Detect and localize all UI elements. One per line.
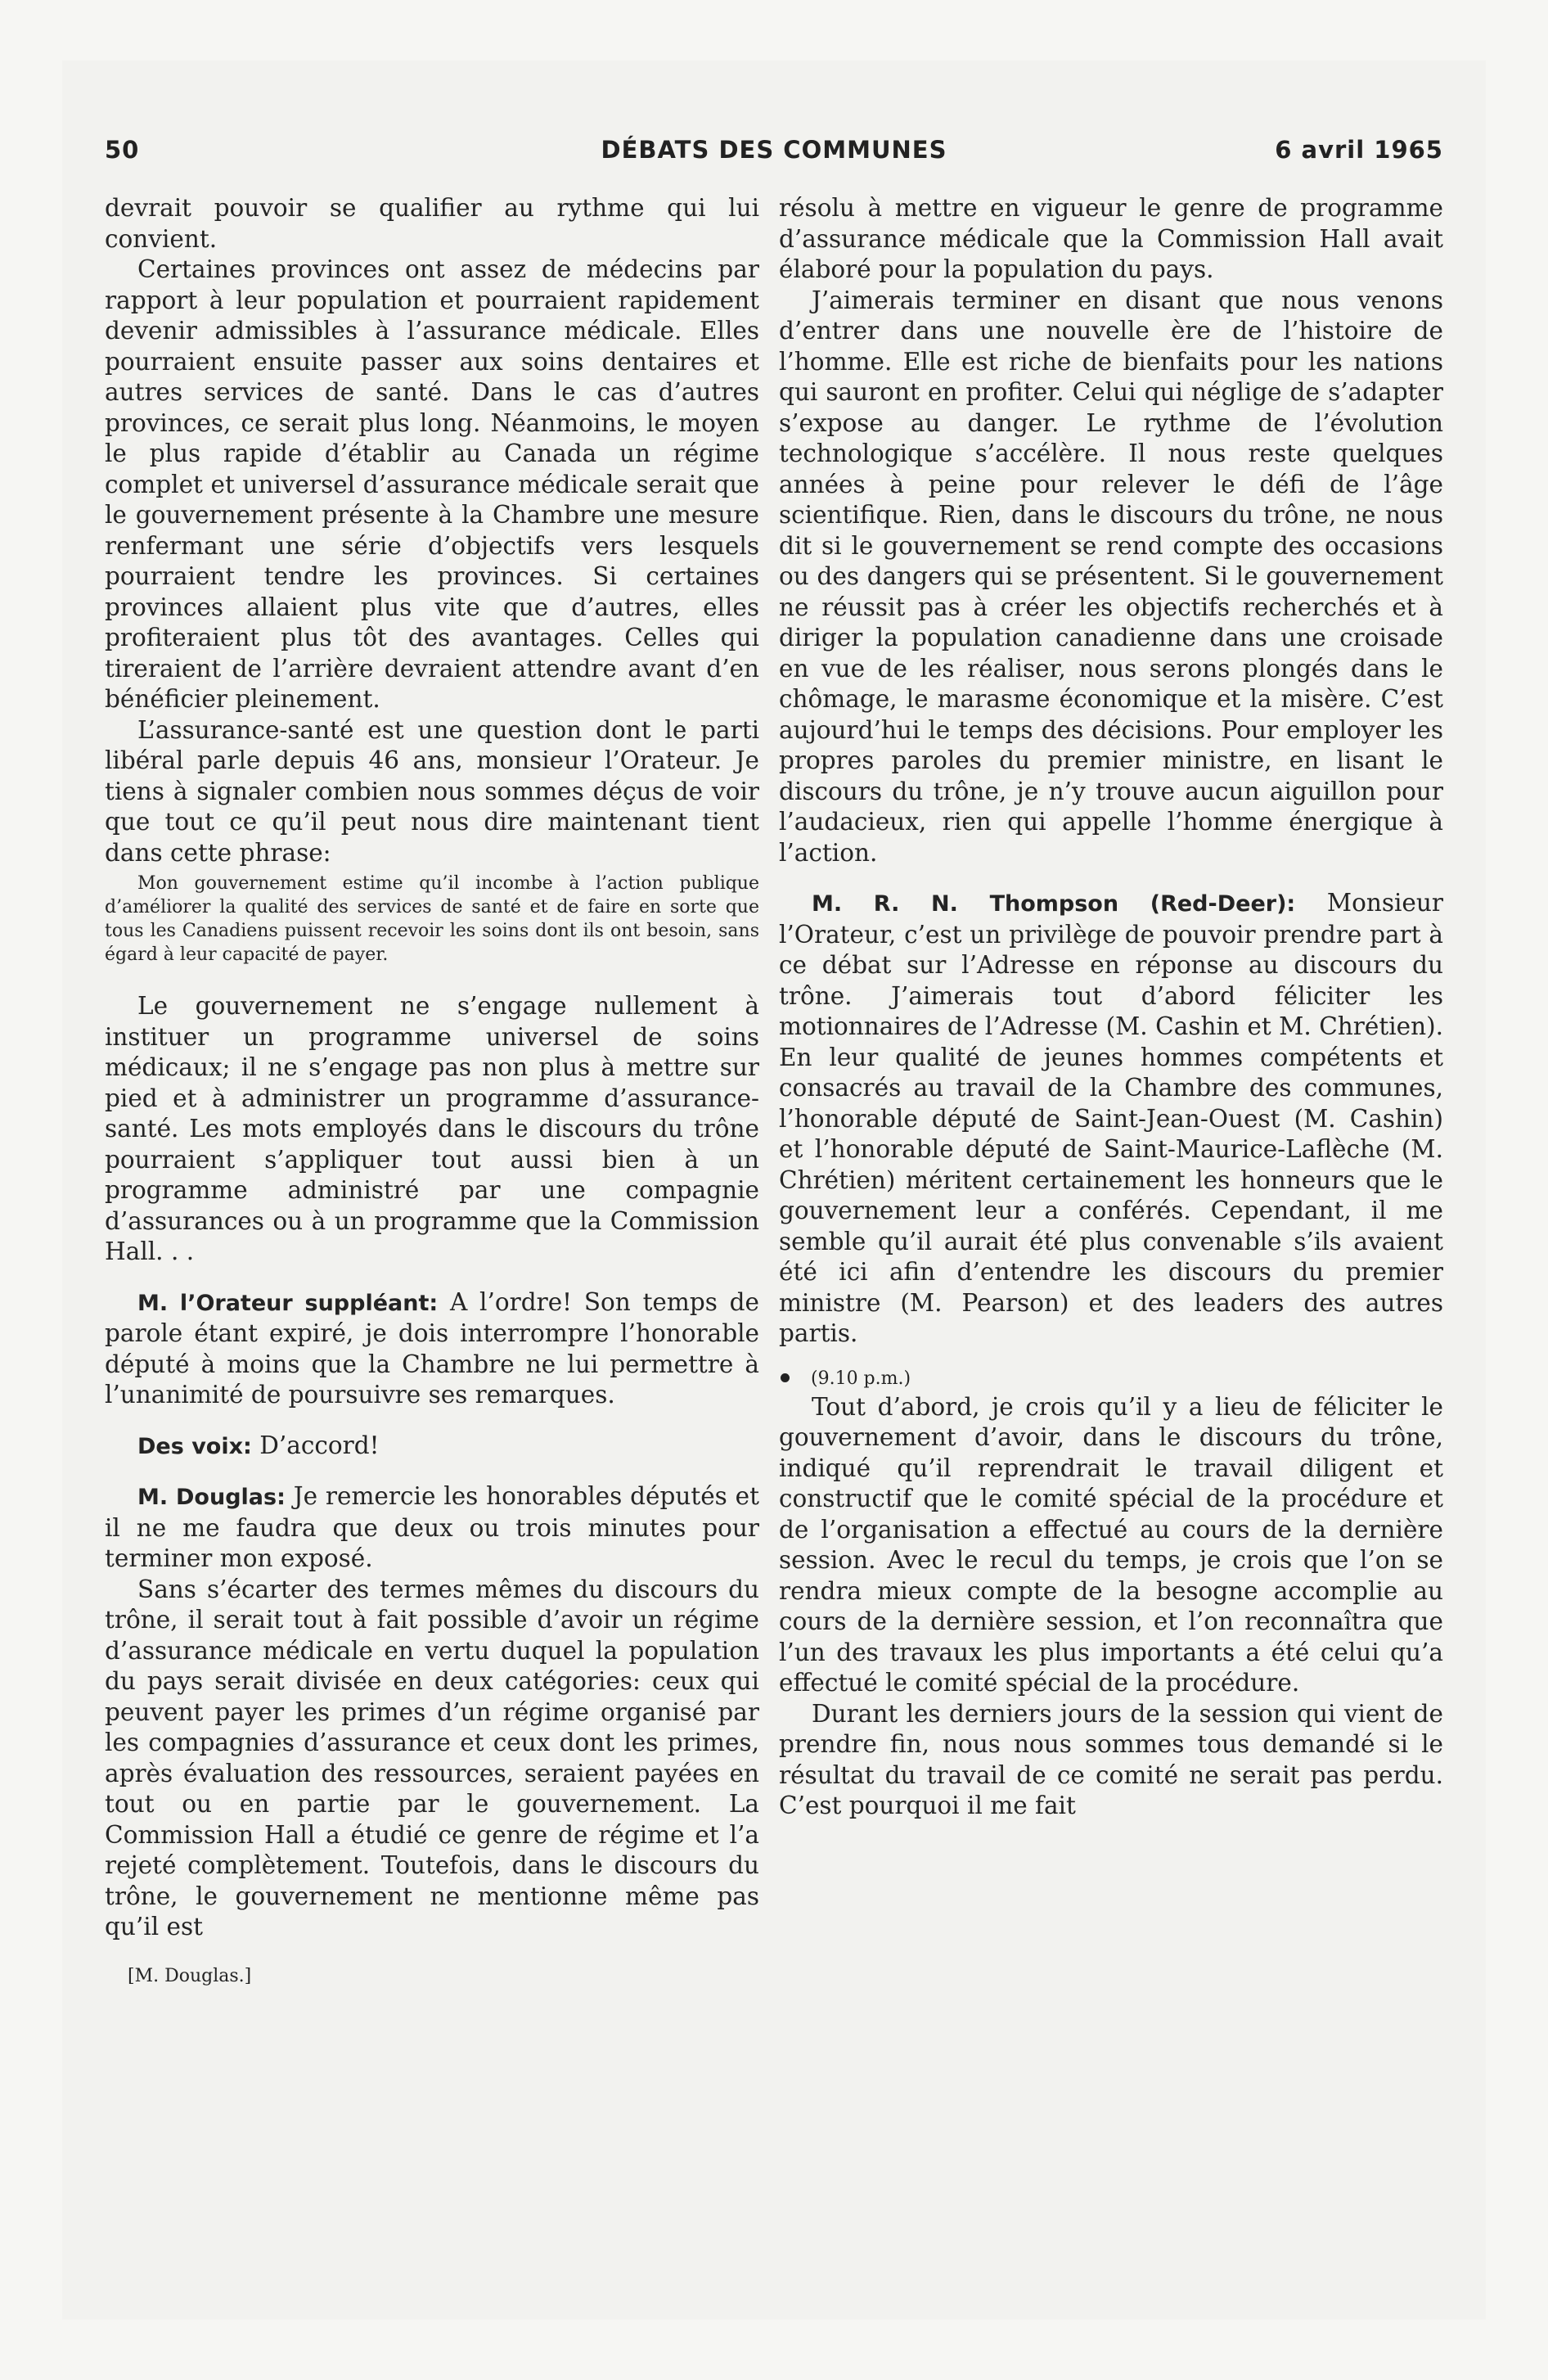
speaker-text: A l’ordre! Son temps de parole étant expiré, je dois interrompre l’honorable député à moins que la Chambre ne lui permettre à l’unanimité de poursuivre ses remarques. [105,1287,760,1409]
speaker-text: D’accord! [259,1431,380,1459]
speaker-text: Monsieur l’Orateur, c’est un privilège de pouvoir prendre part à ce débat sur l’Adresse en réponse au discours du trône. J’aimerais tout d’abord féliciter les motionnaires de l’Adresse (M. Cashin et M. Chrétien). En leur qualité de jeunes hommes compétents et consacrés au travail de la Chambre des communes, l’honorable député de Saint-Jean-Ouest (M. Cashin) et l’honorable député de Saint-Maurice-Laflèche (M. Chrétien) méritent certainement les honneurs que le gouvernement leur a conférés. Cependant, il me semble qu’il aurait été plus convenable s’ils avaient été ici afin d’entendre les discours du premier ministre (M. Pearson) et des leaders des autres partis. [779,889,1443,1347]
paragraph: devrait pouvoir se qualifier au rythme qui lui convient. [105,194,759,253]
paragraph: Le gouvernement ne s’engage nullement à instituer un programme universel de soins médicaux; il ne s’engage pas non plus à mettre sur pied et à administrer un programme d’assurance-santé. Les mots employés dans le discours du trône pourraient s’appliquer tout aussi bien à un programme administré par une compagnie d’assurances ou à un programme que la Commission Hall. . . [105,992,759,1265]
speaker-intervention [105,1287,759,1411]
speaker-name: Des voix: [137,1433,252,1459]
speaker-intervention [779,888,1443,1350]
paragraph: L’assurance-santé est une question dont le parti libéral parle depuis 46 ans, monsieur l’Orateur. Je tiens à signaler combien nous sommes déçus de voir que tout ce qu’il peut nous dire maintenant tient dans cette phrase: [105,715,759,867]
paragraph: Durant les derniers jours de la session qui vient de prendre fin, nous nous sommes tous demandé si le résultat du travail de ce comité ne serait pas perdu. C’est pourquoi il me fait [779,1699,1443,1819]
speaker-name: M. l’Orateur suppléant: [137,1290,439,1316]
paragraph: Tout d’abord, je crois qu’il y a lieu de féliciter le gouvernement d’avoir, dans le discours du trône, indiqué qu’il reprendrait le travail diligent et constructif que le comité spécial de la procédure et de l’organisation a effectué au cours de la dernière session. Avec le recul du temps, je crois que l’on se rendra mieux compte de la besogne accomplie au cours de la dernière session, et l’on reconnaîtra que l’un des travaux les plus importants a été celui qu’a effectué le comité spécial de la procédure. [779,1392,1443,1697]
publication-date: 6 avril 1965 [1275,136,1443,164]
paragraph: Sans s’écarter des termes mêmes du discours du trône, il serait tout à fait possible d’avoir un régime d’assurance médicale en vertu duquel la population du pays serait divisée en deux catégories: ceux qui peuvent payer les primes d’un régime organisé par les compagnies d’assurance et ceux dont les primes, après évaluation des ressources, seraient payées en tout ou en partie par le gouvernement. La Commission Hall a étudié ce genre de régime et l’a rejeté complètement. Toutefois, dans le discours du trône, le gouvernement ne mentionne même pas qu’il est [105,1575,759,1941]
speaker-intervention [105,1431,759,1463]
page-header [105,136,1443,172]
left-column [105,193,759,1989]
speaker-text: Je remercie les honorables députés et il ne me faudra que deux ou trois minutes pour terminer mon exposé. [105,1482,759,1572]
speaker-name: M. Douglas: [137,1485,286,1510]
running-head: DÉBATS DES COMMUNES [601,136,947,164]
speaker-name: M. R. N. Thompson (Red-Deer): [812,891,1296,917]
paragraph: Certaines provinces ont assez de médecins par rapport à leur population et pourraient rapidement devenir admissibles à l’assurance médicale. Elles pourraient ensuite passer aux soins dentaires et autres services de santé. Dans le cas d’autres provinces, ce serait plus long. Néanmoins, le moyen le plus rapide d’établir au Canada un régime complet et universel d’assurance médicale serait que le gouvernement présente à la Chambre une mesure renfermant une série d’objectifs vers lesquels pourraient tendre les provinces. Si certaines provinces allaient plus vite que d’autres, elles profiteraient plus tôt des avantages. Celles qui tireraient de l’arrière devraient attendre avant d’en bénéficier pleinement. [105,255,759,713]
paragraph: J’aimerais terminer en disant que nous venons d’entrer dans une nouvelle ère de l’histoire de l’homme. Elle est riche de bienfaits pour les nations qui sauront en profiter. Celui qui néglige de s’adapter s’expose au danger. Le rythme de l’évolution technologique s’accélère. Il nous reste quelques années à peine pour relever le défi de l’âge scientifique. Rien, dans le discours du trône, ne nous dit si le gouvernement se rend compte des occasions ou des dangers qui se présentent. Si le gouvernement ne réussit pas à créer les objectifs recherchés et à diriger la population canadienne dans une croisade en vue de les réaliser, nous serons plongés dans le chômage, le marasme économique et la misère. C’est aujourd’hui le temps des décisions. Pour employer les propres paroles du premier ministre, en lisant le discours du trône, je n’y trouve aucun aiguillon pour l’audacieux, rien qui appelle l’homme énergique à l’action. [779,286,1443,867]
page-number: 50 [105,136,140,164]
speaker-attribution: [M. Douglas.] [128,1965,252,1986]
bullet-dot-icon [781,1373,790,1382]
right-column [779,193,1443,1822]
throne-speech-quote: Mon gouvernement estime qu’il incombe à l’action publique d’améliorer la qualité des services de santé et de faire en sorte que tous les Canadiens puissent recevoir les soins dont ils ont besoin, sans égard à leur capacité de payer. [105,873,759,965]
paragraph: résolu à mettre en vigueur le genre de programme d’assurance médicale que la Commission Hall avait élaboré pour la population du pays. [779,194,1443,283]
speaker-intervention [105,1481,759,1575]
time-stamp: (9.10 p.m.) [811,1368,911,1389]
time-marker [779,1366,1443,1392]
